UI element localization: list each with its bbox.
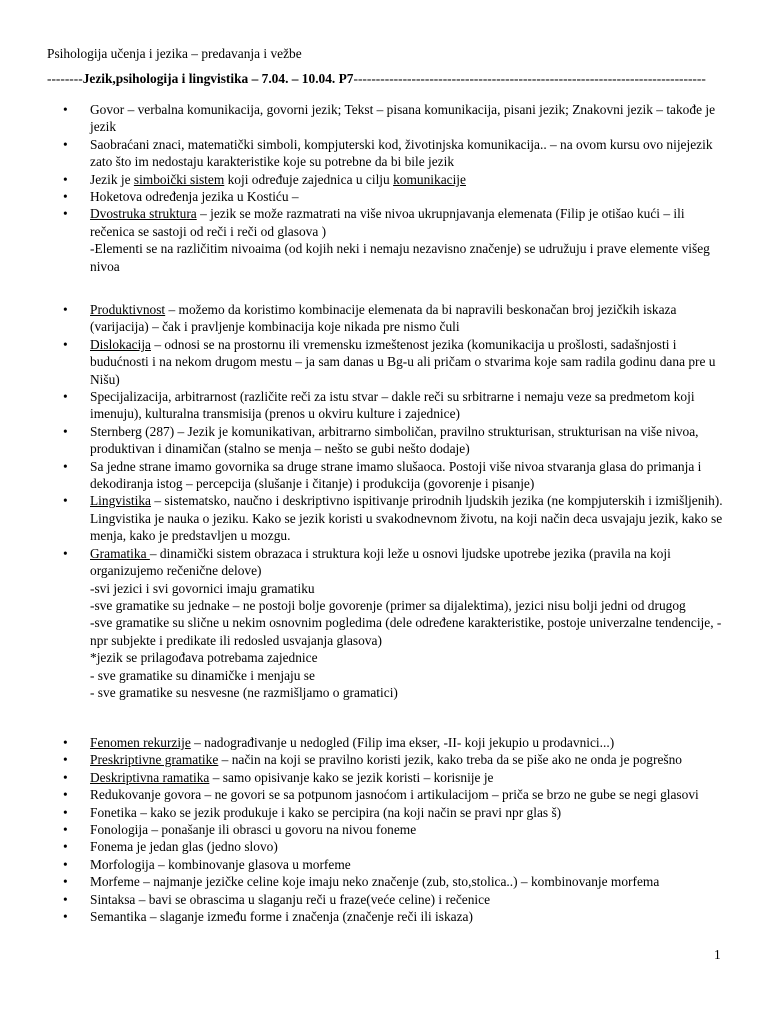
item-subline: *jezik se prilagođava potrebama zajednice: [90, 650, 318, 666]
section-heading-title: Jezik,psihologija i lingvistika – 7.04. – 10.04. P7: [82, 71, 354, 86]
section-heading-prefix: --------: [47, 71, 83, 86]
item-text: – način na koji se pravilno koristi jezik, kako treba da se piše ako ne onda je pogrešno: [218, 752, 682, 768]
list-item: [0, 458, 768, 493]
item-text: Morfologija – kombinovanje glasova u morfeme: [90, 856, 351, 872]
document-title: Psihologija učenja i jezika – predavanja i vežbe: [47, 46, 302, 61]
list-item: [0, 751, 768, 768]
item-text: Sternberg (287) – Jezik je komunikativan, arbitrarno simboličan, pravilno strukturisan, strukturisan na više nivoa, produktivan i dinamičan (stalno se menja – nešto se gubi nešto dodaje): [90, 423, 699, 457]
list-item: [0, 205, 768, 275]
bullet-icon: •: [63, 735, 68, 750]
item-text: – dinamički sistem obrazaca i struktura koji leže u osnovi ljudske upotrebe jezika (pravila na koji organizujemo rečenične delove): [90, 545, 671, 579]
item-term: Lingvistika: [90, 493, 151, 509]
list-item: [0, 136, 768, 171]
item-term: simboički sistem: [133, 171, 225, 187]
item-subline: - sve gramatike su nesvesne (ne razmišljamo o gramatici): [90, 684, 398, 700]
item-text: Fonetika – kako se jezik produkuje i kako se percipira (na koji način se pravi npr glas š): [90, 804, 562, 820]
list-item: [0, 101, 768, 136]
bullet-icon: •: [63, 752, 68, 768]
bullet-icon: •: [63, 302, 68, 317]
bullet-icon: •: [63, 891, 68, 907]
item-term: Deskriptivna ramatika: [90, 769, 210, 785]
bullet-icon: •: [63, 136, 68, 152]
list-item: [0, 423, 768, 458]
item-term: Preskriptivne gramatike: [90, 752, 219, 768]
bullet-icon: •: [63, 787, 68, 803]
list-item: [0, 188, 768, 205]
item-text: Fonologija – ponašanje ili obrasci u govoru na nivou foneme: [90, 822, 417, 838]
section-heading: [47, 70, 727, 87]
item-text: Sintaksa – bavi se obrascima u slaganju reči u fraze(veće celine) i rečenice: [90, 891, 491, 907]
bullet-icon: •: [63, 822, 68, 838]
item-text: Redukovanje govora – ne govori se sa potpunom jasnoćom i artikulacijom – priča se brzo ne gube se negi glasovi: [90, 787, 699, 803]
bullet-icon: •: [63, 545, 68, 561]
list-item: [0, 171, 768, 188]
item-term: Dislokacija: [90, 336, 151, 352]
page-number: 1: [714, 947, 721, 962]
bullet-icon: •: [63, 839, 68, 855]
bullet-list-linguistics-terms: [0, 734, 768, 925]
bullet-icon: •: [63, 389, 68, 405]
list-item: [0, 838, 768, 855]
item-term: Dvostruka struktura: [90, 206, 197, 222]
bullet-icon: •: [63, 206, 68, 222]
item-subline: -svi jezici i svi govornici imaju gramatiku: [90, 580, 315, 596]
item-text: – nadograđivanje u nedogled (Filip ima ekser, -II- koji jekupio u prodavnici...): [190, 735, 615, 750]
list-item: [0, 804, 768, 821]
bullet-icon: •: [63, 423, 68, 439]
bullet-list-hockett-features: [0, 301, 768, 701]
bullet-icon: •: [63, 804, 68, 820]
bullet-icon: •: [63, 909, 68, 925]
item-text: Morfeme – najmanje jezičke celine koje imaju neko značenje (zub, sto,stolica..) – kombinovanje morfema: [90, 874, 660, 890]
item-term: Gramatika: [90, 545, 150, 561]
item-subline: - sve gramatike su dinamičke i menjaju se: [90, 667, 315, 683]
item-term: Fenomen rekurzije: [90, 735, 191, 750]
list-item: [0, 769, 768, 786]
bullet-icon: •: [63, 102, 68, 117]
list-item: [0, 336, 768, 388]
item-text: Hoketova određenja jezika u Kostiću –: [90, 189, 299, 205]
item-text: Sa jedne strane imamo govornika sa druge strane imamo slušaoca. Postoji više nivoa stvaranja glasa do primanja i dekodiranja istog – percepcija (slušanje i čitanje) i produkcija (govorenje i pisanje): [90, 458, 702, 492]
list-item: [0, 545, 768, 702]
item-term: Produktivnost: [90, 302, 166, 317]
list-item: [0, 388, 768, 423]
list-item: [0, 891, 768, 908]
item-subline: -Elementi se na različitim nivoaima (od kojih neki i nemaju nezavisno značenje) se udružuju i prave elemente višeg nivoa: [90, 241, 710, 274]
item-text: koji određuje zajednica u cilju: [224, 171, 394, 187]
bullet-icon: •: [63, 493, 68, 509]
list-item: [0, 301, 768, 336]
item-text: Specijalizacija, arbitrarnost (različite reči za istu stvar – dakle reči su srbitrarne i nemaju veze sa predmetom koji imenuju), kulturalna transmisija (prenos u okviru kulture i zajednice): [90, 389, 695, 422]
bullet-icon: •: [63, 874, 68, 890]
bullet-icon: •: [63, 856, 68, 872]
item-subline: -sve gramatike su jednake – ne postoji bolje govorenje (primer sa dijalektima), jezici nisu bolji jedni od drugog: [90, 597, 686, 613]
list-item: [0, 873, 768, 890]
item-text: – jezik se može razmatrati na više nivoa ukrupnjavanja elemenata (Filip je otišao kući – ili rečenica se sastoji od reči i reči od glasova ): [90, 206, 685, 239]
item-text: – odnosi se na prostornu ili vremensku izmeštenost jezika (komunikacija u prošlosti, sadašnjosti i budućnosti i na nekom drugom mestu – ja sam danas u Bg-u ali pričam o stvarima koje sam radila godinu dana pre u Nišu): [90, 336, 716, 387]
item-text: Semantika – slaganje između forme i značenja (značenje reči ili iskaza): [90, 909, 473, 925]
item-subline: -sve gramatike su slične u nekim osnovnim pogledima (dele određene karakteristike, postoje univerzalne tendencije, -npr subjekte i predikate ili redosled usvajanja glasova): [90, 615, 722, 648]
item-text: – sistematsko, naučno i deskriptivno ispitivanje prirodnih ljudskih jezika (ne kompjuterskih i izmišljenih). Lingvistika je nauka o jeziku. Kako se jezik koristi u svakodnevnom životu, na koji način deca usvajaju jezik, kako se menja, kako je predstavljen u mozgu.: [90, 493, 723, 544]
item-text: – samo opisivanje kako se jezik koristi – korisnije je: [209, 769, 494, 785]
list-item: [0, 821, 768, 838]
list-item: [0, 786, 768, 803]
bullet-icon: •: [63, 458, 68, 474]
item-text: Fonema je jedan glas (jedno slovo): [90, 839, 278, 855]
list-item: [0, 734, 768, 751]
bullet-icon: •: [63, 189, 68, 205]
item-text: Govor – verbalna komunikacija, govorni jezik; Tekst – pisana komunikacija, pisani jezik; Znakovni jezik – takođe je jezik: [90, 102, 716, 135]
section-heading-suffix: -------------------------------------------------------------------------------: [353, 71, 706, 86]
item-text: – možemo da koristimo kombinacije elemenata da bi napravili beskonačan broj jezičkih iskaza (varijacija) – čak i pravljenje kombinacija koje nikada pre nismo čuli: [90, 302, 677, 335]
bullet-list-intro: [0, 101, 768, 275]
list-item: [0, 856, 768, 873]
item-text: Jezik je: [90, 171, 134, 187]
list-item: [0, 492, 768, 544]
list-item: [0, 908, 768, 925]
bullet-icon: •: [63, 171, 68, 187]
bullet-icon: •: [63, 769, 68, 785]
item-text: Saobraćani znaci, matematički simboli, kompjuterski kod, životinjska komunikacija.. – na ovom kursu ovo nijejezik zato što im nedostaju karakteristike koje su potrebne da bi bile jezik: [90, 136, 713, 170]
item-term: komunikacije: [393, 171, 466, 187]
bullet-icon: •: [63, 336, 68, 352]
